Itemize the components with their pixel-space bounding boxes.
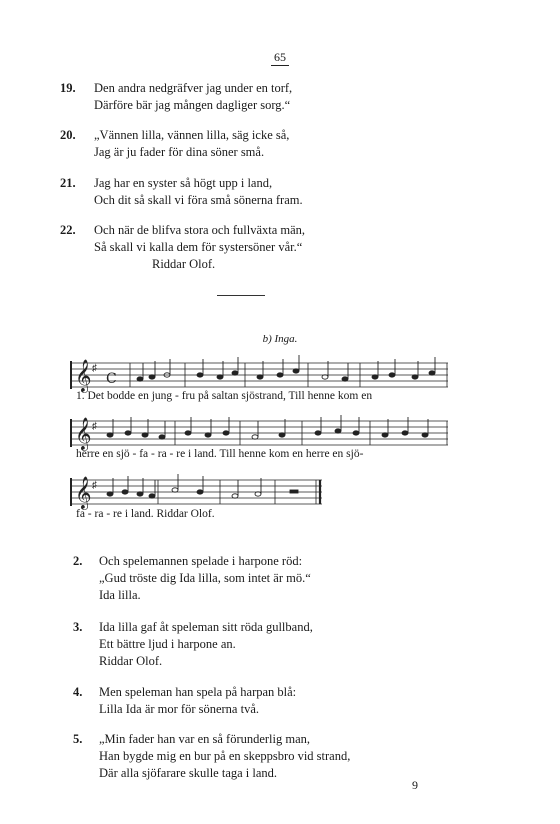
svg-text:♯: ♯ (92, 363, 97, 374)
verse-line: Ett bättre ljud i harpone an. (99, 637, 236, 651)
section-divider (217, 295, 265, 296)
verse-number: 5. (73, 732, 83, 746)
verse-22 (60, 222, 480, 273)
verse-number: 4. (73, 685, 83, 699)
verse-refrain: Riddar Olof. (99, 654, 163, 668)
verse-line: Han bygde mig en bur på en skeppsbro vid strand, (99, 749, 351, 763)
verse-number: 19. (60, 81, 76, 95)
svg-text:♯: ♯ (92, 421, 97, 432)
verse-number: 3. (73, 620, 83, 634)
verse-line: Men speleman han spela på harpan blå: (99, 685, 297, 699)
verse-line: Och när de blifva stora och fullväxta män, (94, 223, 306, 237)
verse-number: 21. (60, 176, 76, 190)
verse-refrain: Riddar Olof. (152, 257, 216, 271)
verse-5 (73, 731, 493, 782)
verse-number: 2. (73, 554, 83, 568)
verse-line: Lilla Ida är mor för sönerna två. (99, 702, 260, 716)
verse-number: 22. (60, 223, 76, 237)
verse-line: „Gud tröste dig Ida lilla, som intet är mö.“ (99, 571, 311, 585)
verse-line: Så skall vi kalla dem för systersöner vår.“ (94, 240, 303, 254)
svg-text:𝄞: 𝄞 (75, 476, 92, 509)
music-lyrics-1: 1. Det bodde en jung - fru på saltan sjöstrand, Till henne kom en (76, 390, 373, 402)
verse-line: Ida lilla gaf åt speleman sitt röda gullband, (99, 620, 313, 634)
music-staff-2 (70, 413, 450, 453)
verse-line: Den andra nedgräfver jag under en torf, (94, 81, 293, 95)
verse-19 (60, 80, 480, 114)
verse-4 (73, 684, 493, 718)
verse-line: Jag har en syster så högt upp i land, (94, 176, 273, 190)
svg-text:𝄞: 𝄞 (75, 417, 92, 450)
variant-title: b) Inga. (262, 333, 298, 345)
verse-2 (73, 553, 493, 604)
music-lyrics-2: herre en sjö - fa - ra - re i land. Till henne kom en herre en sjö- (76, 448, 364, 460)
verse-line: „Vännen lilla, vännen lilla, säg icke så, (94, 128, 290, 142)
music-lyrics-3: fa - ra - re i land. Riddar Olof. (76, 508, 215, 520)
verse-line: Och dit så skall vi föra små sönerna fram. (94, 193, 303, 207)
verse-line: Där alla sjöfarare skulle taga i land. (99, 766, 278, 780)
svg-text:𝄞: 𝄞 (75, 359, 92, 392)
verse-line: Och spelemannen spelade i harpone röd: (99, 554, 303, 568)
svg-text:C: C (106, 371, 117, 387)
verse-line: Därföre bär jag mången dagliger sorg.“ (94, 98, 291, 112)
music-staff-1 (70, 355, 450, 395)
verse-refrain: Ida lilla. (99, 588, 141, 602)
page-number: 65 (0, 50, 560, 65)
music-staff-3 (70, 472, 325, 512)
verse-3 (73, 619, 493, 670)
svg-text:♯: ♯ (92, 480, 97, 491)
verse-line: „Min fader han var en så förunderlig man, (99, 732, 311, 746)
verse-21 (60, 175, 480, 209)
verse-20 (60, 127, 480, 161)
signature-mark: 9 (412, 778, 418, 792)
verse-line: Jag är ju fader för dina söner små. (94, 145, 265, 159)
verse-number: 20. (60, 128, 76, 142)
